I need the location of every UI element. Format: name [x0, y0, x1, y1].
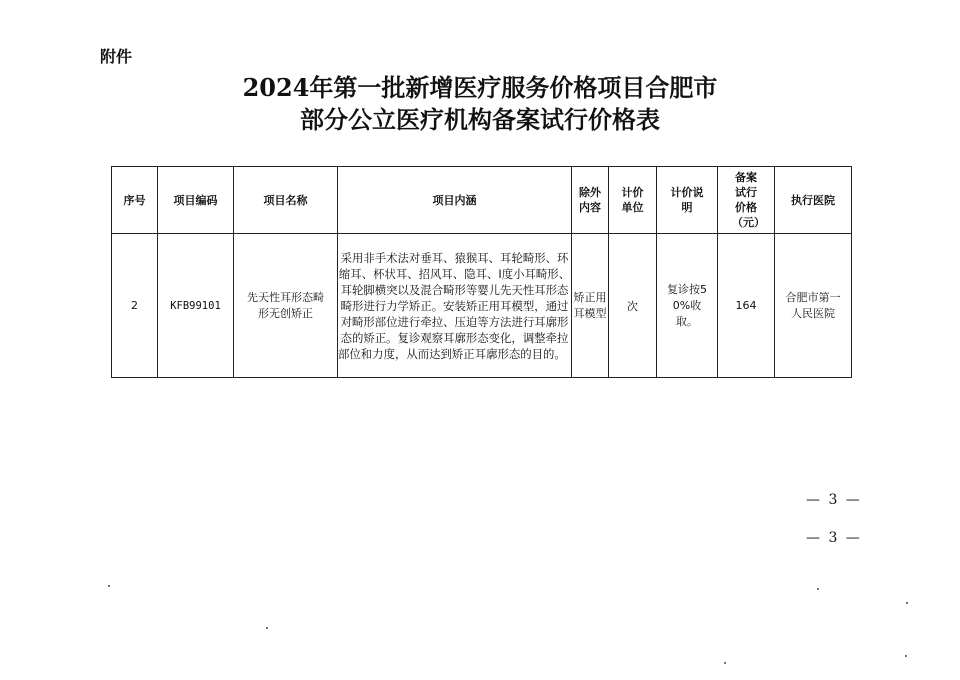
scan-speck	[108, 585, 110, 587]
scan-speck	[266, 627, 268, 629]
header-unit: 计价单位	[609, 167, 657, 234]
scan-speck	[817, 588, 819, 590]
page-number-duplicate: — 3 —	[806, 530, 862, 546]
header-seq: 序号	[112, 167, 158, 234]
cell-content: 采用非手术法对垂耳、猿猴耳、耳轮畸形、环缩耳、杯状耳、招风耳、隐耳、I度小耳畸形、耳轮脚横突以及混合畸形等婴儿先天性耳形态畸形进行力学矫正。安装矫正用耳模型，通过对畸形部位进行牵拉、压迫等方法进行耳廓形态的矫正。复诊观察耳廓形态变化，调整牵拉部位和力度，从而达到矫正耳廓形态的目的。	[338, 234, 572, 378]
header-content: 项目内涵	[338, 167, 572, 234]
cell-note: 复诊按50%收取。	[657, 234, 718, 378]
attachment-label: 附件	[100, 47, 133, 66]
table-row	[112, 234, 852, 378]
header-hospital: 执行医院	[775, 167, 852, 234]
scan-speck	[905, 655, 907, 657]
price-table	[111, 166, 852, 378]
cell-unit: 次	[609, 234, 657, 378]
header-price: 备案试行价格（元）	[718, 167, 775, 234]
cell-hospital: 合肥市第一人民医院	[775, 234, 852, 378]
cell-name: 先天性耳形态畸形无创矫正	[234, 234, 338, 378]
scan-speck	[724, 662, 726, 664]
table-header-row	[112, 167, 852, 234]
page-number: — 3 —	[806, 492, 862, 508]
header-name: 项目名称	[234, 167, 338, 234]
cell-price: 164	[718, 234, 775, 378]
cell-code: KFB99101	[158, 234, 234, 378]
header-excluded: 除外内容	[572, 167, 609, 234]
title-line-2: 部分公立医疗机构备案试行价格表	[300, 105, 660, 134]
document-title	[0, 72, 960, 136]
header-code: 项目编码	[158, 167, 234, 234]
header-note: 计价说明	[657, 167, 718, 234]
cell-seq: 2	[112, 234, 158, 378]
scan-speck	[906, 602, 908, 604]
title-line-1: 2024年第一批新增医疗服务价格项目合肥市	[242, 73, 718, 102]
cell-excluded: 矫正用耳模型	[572, 234, 609, 378]
